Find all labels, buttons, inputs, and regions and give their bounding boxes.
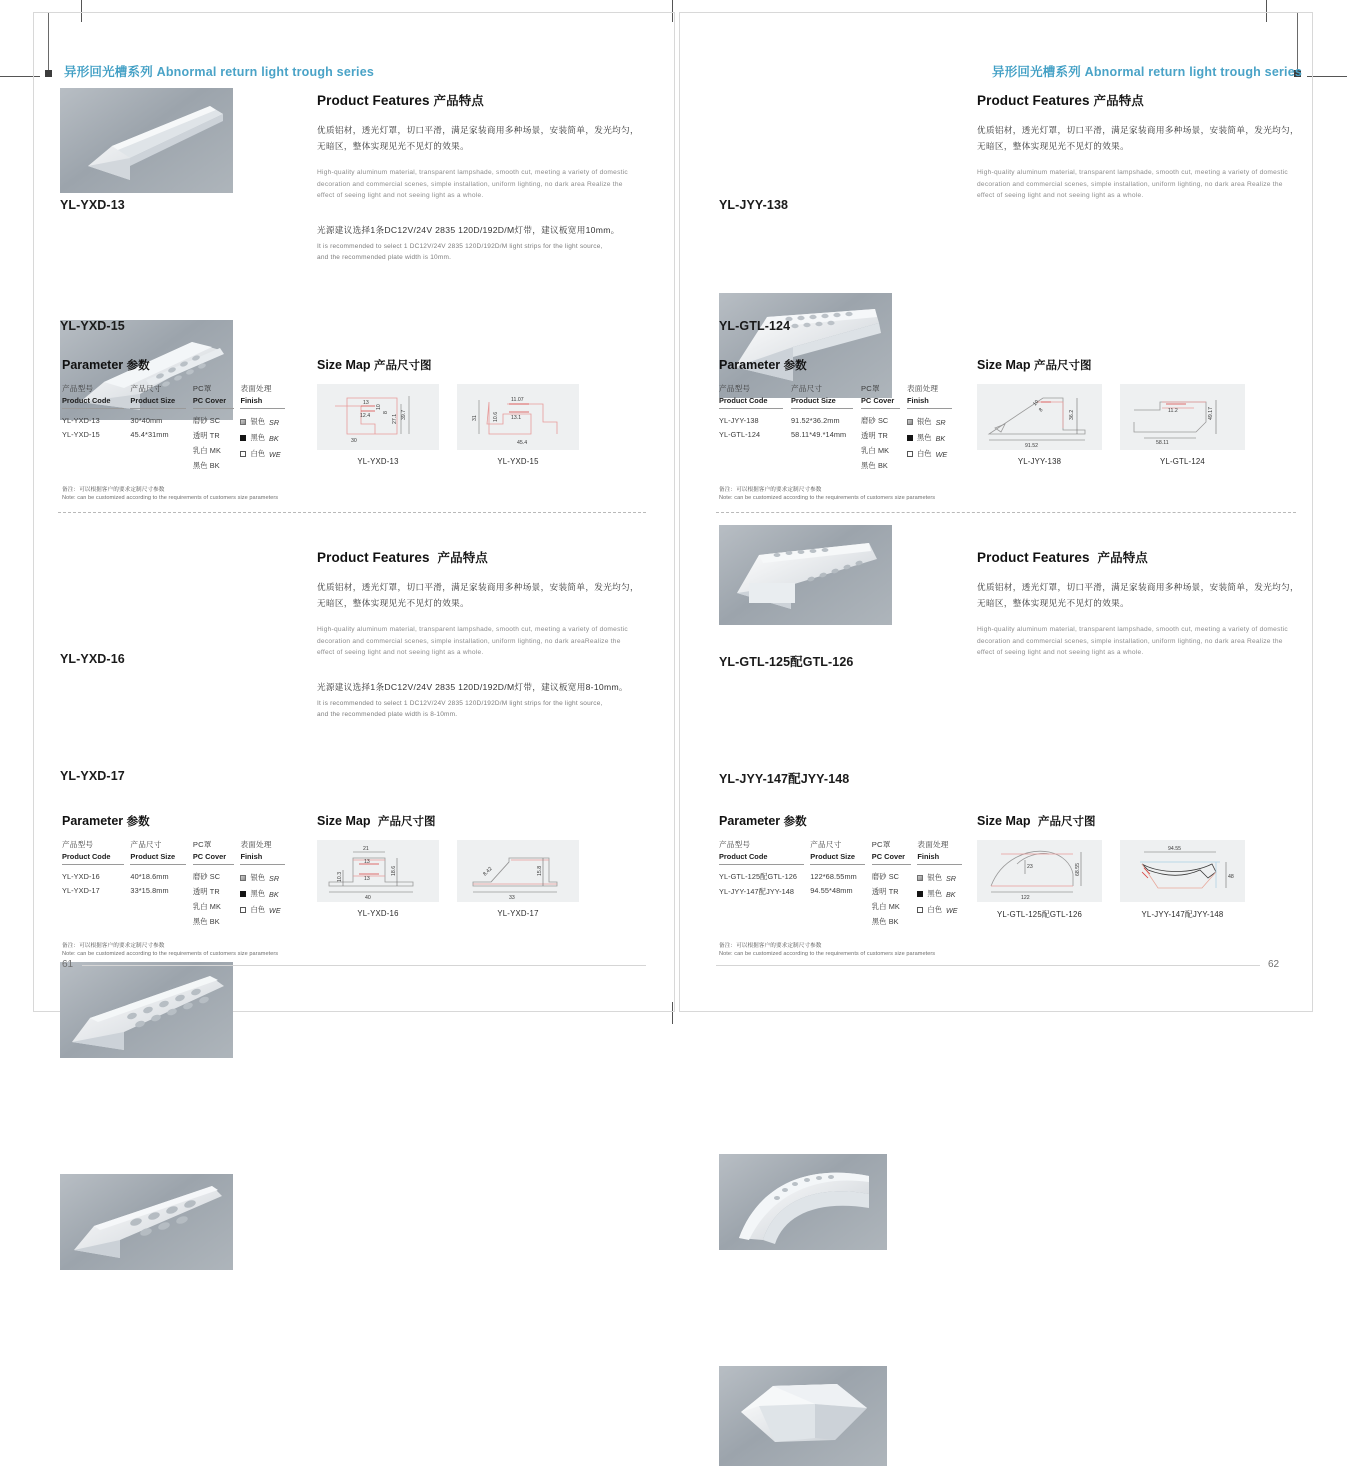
- parameter-table: [719, 839, 969, 927]
- cell-size: 58.11*49.*14mm: [791, 430, 847, 439]
- svg-text:10: 10: [376, 404, 382, 410]
- sizemap-left-bottom: [317, 813, 579, 918]
- pin-head: [45, 70, 52, 77]
- finish-option-bk: 黑色 BK: [907, 433, 959, 443]
- header-rule: [791, 408, 853, 409]
- header-rule: [861, 408, 900, 409]
- sizemap-row: [317, 384, 579, 466]
- parameter-left-top: [62, 357, 292, 501]
- sizemap-item: [977, 384, 1102, 466]
- cover-option: 黑色 BK: [192, 461, 220, 470]
- sizemap-title: Size Map 产品尺寸图: [977, 358, 1092, 372]
- photo-art: [60, 88, 233, 193]
- finish-option-bk: 黑色 BK: [240, 889, 292, 899]
- finish-option-sr: 银色 SR: [907, 417, 959, 427]
- diagram-yl-yxd-15: [457, 384, 579, 450]
- features-body-cn: 优质铝材，透光灯罩，切口平滑，满足家装商用多种场景，安装简单，发光均匀， 无暗区，整体实现见光不见灯的效果。: [317, 125, 639, 151]
- svg-text:21: 21: [363, 846, 369, 852]
- parameter-note-en: Note: can be customized according to the requirements of customers size parameters: [62, 495, 279, 501]
- footer-rule-left: [82, 965, 646, 966]
- diagram-art: [1120, 384, 1245, 450]
- svg-text:40: 40: [365, 895, 371, 901]
- diagram-art: [457, 840, 579, 902]
- finish-option-sr: 银色 SR: [917, 873, 969, 883]
- finish-option-sr: 银色 SR: [240, 417, 292, 427]
- diagram-caption: YL-GTL-125配GTL-126: [996, 910, 1083, 919]
- product-label: YL-JYY-147配JYY-148: [719, 772, 850, 786]
- swatch-white-icon: [917, 907, 923, 913]
- diagram-art: [977, 384, 1102, 450]
- col-product-size: 产品尺寸 Product Size 122*68.55mm 94.55*48mm: [810, 839, 872, 927]
- parameter-table: [62, 383, 292, 471]
- features-body-en: High-quality aluminum material, transparent lampshade, smooth cut, meeting a variety of domestic decoration and commercial scenes, simple installation, uniform lighting, no dark area Realize the effect of seeing light and not seeing light as a whole.: [317, 168, 628, 200]
- parameter-note-cn: 备注：可以根据客户的要求定制尺寸参数: [719, 487, 822, 493]
- series-header-left: [64, 62, 374, 80]
- diagram-caption: YL-GTL-124: [1160, 457, 1205, 466]
- svg-text:15.8: 15.8: [537, 865, 543, 876]
- product-label: YL-YXD-13: [60, 198, 125, 212]
- sizemap-item: [457, 840, 579, 918]
- cell-size: 122*68.55mm: [810, 872, 857, 881]
- header-rule: [719, 408, 783, 409]
- cell-code: YL-JYY-147配JYY-148: [719, 887, 795, 896]
- cell-code: YL-YXD-16: [62, 872, 100, 881]
- cell-code: YL-YXD-13: [62, 416, 100, 425]
- features-title: Product Features 产品特点: [317, 93, 484, 108]
- cell-size: 33*15.8mm: [130, 886, 169, 895]
- series-header-cn: 异形回光槽系列: [992, 65, 1081, 79]
- header-rule: [193, 864, 234, 865]
- cover-option: 乳白 MK: [871, 902, 900, 911]
- light-source-cn: 光源建议选择1条DC12V/24V 2835 120D/192D/M灯带，建议板宽用10mm。: [317, 224, 620, 235]
- product-photo-yl-yxd-17: [60, 1174, 233, 1270]
- swatch-silver-icon: [240, 419, 246, 425]
- diagram-yl-gtl-125: [977, 840, 1102, 902]
- footer-rule-right: [716, 965, 1260, 966]
- swatch-black-icon: [240, 435, 246, 441]
- header-rule: [62, 408, 124, 409]
- features-title: Product Features 产品特点: [317, 550, 488, 565]
- svg-text:10.6: 10.6: [493, 411, 499, 422]
- cell-code: YL-GTL-125配GTL-126: [719, 872, 798, 881]
- photo-art: [719, 1366, 887, 1466]
- section-divider-right: [716, 512, 1296, 513]
- header-rule: [917, 864, 962, 865]
- svg-text:39.7: 39.7: [401, 409, 407, 420]
- parameter-table: [62, 839, 292, 927]
- sizemap-row: [977, 384, 1245, 466]
- parameter-left-bottom: [62, 813, 292, 957]
- col-pc-cover: PC罩 PC Cover 磨砂 SC 透明 TR 乳白 MK 黑色 BK: [861, 383, 907, 471]
- sizemap-row: [977, 840, 1245, 920]
- product-label: YL-GTL-124: [719, 319, 791, 333]
- product-label: YL-YXD-15: [60, 319, 125, 333]
- svg-text:13.1: 13.1: [511, 415, 522, 421]
- product-photo-yl-jyy-147: [719, 1366, 887, 1466]
- cell-code: YL-GTL-124: [719, 430, 761, 439]
- header-rule: [193, 408, 234, 409]
- series-header-en: Abnormal return light trough series: [1084, 65, 1303, 79]
- diagram-yl-jyy-138: [977, 384, 1102, 450]
- photo-art: [719, 1154, 887, 1250]
- series-header-en: Abnormal return light trough series: [156, 65, 375, 79]
- col-product-code: 产品型号 Product Code YL-YXD-16 YL-YXD-17: [62, 839, 130, 927]
- svg-text:48: 48: [1228, 874, 1234, 880]
- cover-option: 乳白 MK: [192, 902, 221, 911]
- svg-text:10.3: 10.3: [337, 871, 343, 882]
- header-rule: [240, 864, 285, 865]
- parameter-note-en: Note: can be customized according to the requirements of customers size parameters: [719, 951, 936, 957]
- features-body-cn: 优质铝材，透光灯罩，切口平滑，满足家装商用多种场景，安装简单，发光均匀， 无暗区，整体实现见光不见灯的效果。: [317, 582, 639, 608]
- cell-code: YL-JYY-138: [719, 416, 759, 425]
- series-header-right: [992, 62, 1302, 80]
- cover-option: 磨砂 SC: [192, 416, 221, 425]
- svg-text:36.2: 36.2: [1069, 409, 1075, 420]
- diagram-art: [317, 384, 439, 450]
- svg-text:31: 31: [472, 415, 478, 421]
- series-header-cn: 异形回光槽系列: [64, 65, 153, 79]
- svg-text:13: 13: [364, 876, 370, 882]
- cover-option: 透明 TR: [192, 431, 220, 440]
- col-pc-cover: PC罩 PC Cover 磨砂 SC 透明 TR 乳白 MK 黑色 BK: [193, 839, 241, 927]
- svg-text:11.07: 11.07: [511, 397, 524, 403]
- svg-text:91.52: 91.52: [1025, 443, 1038, 449]
- cover-option: 黑色 BK: [861, 461, 888, 470]
- svg-text:8: 8: [383, 411, 389, 414]
- diagram-caption: YL-YXD-13: [357, 457, 399, 466]
- svg-text:13: 13: [364, 859, 370, 865]
- diagram-caption: YL-JYY-147配JYY-148: [1141, 910, 1224, 919]
- diagram-yl-yxd-17: [457, 840, 579, 902]
- svg-text:27.1: 27.1: [392, 413, 398, 424]
- parameter-title: Parameter 参数: [719, 814, 807, 828]
- swatch-silver-icon: [917, 875, 923, 881]
- parameter-title: Parameter 参数: [62, 358, 150, 372]
- crop-mark: [1307, 76, 1347, 77]
- svg-text:68.55: 68.55: [1075, 863, 1081, 876]
- features-body-en: High-quality aluminum material, transparent lampshade, smooth cut, meeting a variety of domestic decoration and commercial scenes, simple installation, uniform lighting, no dark areaRealize the effect of seeing light and not seeing light as a whole.: [317, 625, 628, 657]
- swatch-silver-icon: [907, 419, 913, 425]
- cover-option: 透明 TR: [192, 887, 220, 896]
- features-body-en: High-quality aluminum material, transparent lampshade, smooth cut, meeting a variety of domestic decoration and commercial scenes, simple installation, uniform lighting, no dark area Realize the effect of seeing light and not seeing light as a whole.: [977, 168, 1288, 200]
- svg-text:12.4: 12.4: [360, 413, 371, 419]
- parameter-table: [719, 383, 959, 471]
- cell-size: 91.52*36.2mm: [791, 416, 840, 425]
- light-source-cn: 光源建议选择1条DC12V/24V 2835 120D/192D/M灯带，建议板宽用8-10mm。: [317, 681, 628, 692]
- cover-option: 磨砂 SC: [192, 872, 221, 881]
- cover-option: 黑色 BK: [871, 917, 899, 926]
- product-label: YL-GTL-125配GTL-126: [719, 655, 854, 669]
- cell-size: 40*18.6mm: [130, 872, 169, 881]
- parameter-note-en: Note: can be customized according to the requirements of customers size parameters: [719, 495, 936, 501]
- finish-option-bk: 黑色 BK: [240, 433, 292, 443]
- light-source-en: It is recommended to select 1 DC12V/24V 2835 120D/192D/M light strips for the light source, and the recommended plate width is 8-10mm.: [317, 699, 603, 719]
- page-number-left: 61: [62, 959, 74, 970]
- parameter-note-cn: 备注：可以根据客户的要求定制尺寸参数: [62, 943, 165, 949]
- cover-option: 乳白 MK: [192, 446, 221, 455]
- features-body-en: High-quality aluminum material, transparent lampshade, smooth cut, meeting a variety of domestic decoration and commercial scenes, simple installation, uniform lighting, no dark area Realize the effect of seeing light and not seeing light as a whole.: [977, 625, 1288, 657]
- finish-option-bk: 黑色 BK: [917, 889, 969, 899]
- product-photo-yl-gtl-125: [719, 1154, 887, 1250]
- svg-text:49.17: 49.17: [1208, 407, 1214, 420]
- sizemap-item: [317, 840, 439, 918]
- cover-option: 透明 TR: [871, 887, 899, 896]
- sizemap-item: [317, 384, 439, 466]
- features-left-bottom: [317, 548, 642, 720]
- diagram-art: [457, 384, 579, 450]
- header-rule: [240, 408, 285, 409]
- swatch-silver-icon: [240, 875, 246, 881]
- col-product-code: 产品型号 Product Code YL-YXD-13 YL-YXD-15: [62, 383, 130, 471]
- svg-text:33: 33: [509, 895, 515, 901]
- product-photo-yl-yxd-13: [60, 88, 233, 193]
- parameter-title: Parameter 参数: [62, 814, 150, 828]
- cover-option: 磨砂 SC: [861, 416, 889, 425]
- sizemap-item: [457, 384, 579, 466]
- diagram-caption: YL-JYY-138: [1017, 457, 1062, 466]
- svg-text:58.11: 58.11: [1156, 440, 1169, 446]
- svg-text:45.4: 45.4: [517, 440, 528, 446]
- cell-code: YL-YXD-17: [62, 886, 100, 895]
- finish-option-sr: 银色 SR: [240, 873, 292, 883]
- parameter-note-cn: 备注：可以根据客户的要求定制尺寸参数: [62, 487, 165, 493]
- col-pc-cover: PC罩 PC Cover 磨砂 SC 透明 TR 乳白 MK 黑色 BK: [872, 839, 918, 927]
- col-product-code: 产品型号 Product Code YL-GTL-125配GTL-126 YL-JYY-147配JYY-148: [719, 839, 810, 927]
- header-rule: [130, 408, 186, 409]
- features-right-bottom: [977, 548, 1299, 659]
- cell-size: 45.4*31mm: [130, 430, 169, 439]
- photo-art: [60, 962, 233, 1058]
- svg-text:8.42: 8.42: [482, 866, 494, 878]
- section-divider-left: [58, 512, 646, 513]
- product-photo-yl-yxd-16: [60, 962, 233, 1058]
- svg-text:18.6: 18.6: [391, 865, 397, 876]
- finish-option-we: 白色 WE: [917, 905, 969, 915]
- swatch-black-icon: [907, 435, 913, 441]
- parameter-note-cn: 备注：可以根据客户的要求定制尺寸参数: [719, 943, 822, 949]
- finish-option-we: 白色 WE: [907, 449, 959, 459]
- cover-option: 黑色 BK: [192, 917, 220, 926]
- diagram-yl-gtl-124: [1120, 384, 1245, 450]
- col-finish: 表面处理 Finish 银色 SR 黑色 BK 白色 WE: [240, 839, 292, 927]
- parameter-right-top: [719, 357, 959, 501]
- cell-code: YL-YXD-15: [62, 430, 100, 439]
- header-rule: [130, 864, 186, 865]
- finish-option-we: 白色 WE: [240, 905, 292, 915]
- product-photo-yl-gtl-124: [719, 525, 892, 625]
- swatch-black-icon: [917, 891, 923, 897]
- col-finish: 表面处理 Finish 银色 SR 黑色 BK 白色 WE: [917, 839, 969, 927]
- header-rule: [810, 864, 865, 865]
- light-source-en: It is recommended to select 1 DC12V/24V 2835 120D/192D/M light strips for the light source, and the recommended plate width is 10mm.: [317, 242, 603, 262]
- parameter-title: Parameter 参数: [719, 358, 807, 372]
- features-body-cn: 优质铝材，透光灯罩，切口平滑，满足家装商用多种场景，安装简单，发光均匀， 无暗区，整体实现见光不见灯的效果。: [977, 582, 1299, 608]
- diagram-art: [1120, 840, 1245, 902]
- diagram-caption: YL-YXD-17: [497, 909, 539, 918]
- product-label: YL-YXD-17: [60, 769, 125, 783]
- header-rule: [907, 408, 952, 409]
- cell-size: 30*40mm: [130, 416, 163, 425]
- sizemap-item: [1120, 384, 1245, 466]
- photo-art: [60, 1174, 233, 1270]
- svg-text:30: 30: [351, 438, 357, 444]
- header-rule: [719, 864, 804, 865]
- features-left-top: [317, 91, 642, 263]
- diagram-art: [317, 840, 439, 902]
- page-number-right: 62: [1268, 959, 1280, 970]
- cover-option: 透明 TR: [861, 431, 888, 440]
- features-title: Product Features 产品特点: [977, 93, 1144, 108]
- product-label: YL-YXD-16: [60, 652, 125, 666]
- pin-stem: [48, 13, 49, 73]
- col-product-code: 产品型号 Product Code YL-JYY-138 YL-GTL-124: [719, 383, 791, 471]
- diagram-yl-yxd-16: [317, 840, 439, 902]
- swatch-white-icon: [240, 451, 246, 457]
- finish-option-we: 白色 WE: [240, 449, 292, 459]
- sizemap-left-top: [317, 357, 579, 466]
- product-label: YL-JYY-138: [719, 198, 789, 212]
- sizemap-title: Size Map 产品尺寸图: [977, 814, 1096, 828]
- photo-art: [719, 525, 892, 625]
- col-product-size: 产品尺寸 Product Size 40*18.6mm 33*15.8mm: [130, 839, 192, 927]
- diagram-yl-yxd-13: [317, 384, 439, 450]
- swatch-white-icon: [240, 907, 246, 913]
- swatch-white-icon: [907, 451, 913, 457]
- svg-text:122: 122: [1021, 895, 1030, 901]
- sizemap-row: [317, 840, 579, 918]
- sizemap-right-top: [977, 357, 1245, 466]
- svg-text:11.2: 11.2: [1168, 408, 1178, 414]
- diagram-caption: YL-YXD-16: [357, 909, 399, 918]
- col-product-size: 产品尺寸 Product Size 30*40mm 45.4*31mm: [130, 383, 192, 471]
- sizemap-item: [977, 840, 1102, 920]
- cover-option: 乳白 MK: [861, 446, 890, 455]
- diagram-yl-jyy-147: [1120, 840, 1245, 902]
- cover-option: 磨砂 SC: [871, 872, 900, 881]
- sizemap-item: [1120, 840, 1245, 920]
- features-body-cn: 优质铝材，透光灯罩，切口平滑，满足家装商用多种场景，安装简单，发光均匀， 无暗区，整体实现见光不见灯的效果。: [977, 125, 1299, 151]
- svg-text:94.55: 94.55: [1168, 846, 1181, 852]
- cell-size: 94.55*48mm: [810, 886, 853, 895]
- col-finish: 表面处理 Finish 银色 SR 黑色 BK 白色 WE: [240, 383, 292, 471]
- diagram-caption: YL-YXD-15: [497, 457, 539, 466]
- col-pc-cover: PC罩 PC Cover 磨砂 SC 透明 TR 乳白 MK 黑色 BK: [193, 383, 241, 471]
- header-rule: [872, 864, 911, 865]
- diagram-art: [977, 840, 1102, 902]
- col-finish: 表面处理 Finish 银色 SR 黑色 BK 白色 WE: [907, 383, 959, 471]
- features-right-top: [977, 91, 1299, 202]
- parameter-right-bottom: [719, 813, 969, 957]
- swatch-black-icon: [240, 891, 246, 897]
- svg-text:23: 23: [1027, 864, 1033, 870]
- svg-text:13: 13: [363, 400, 369, 406]
- sizemap-right-bottom: [977, 813, 1245, 920]
- parameter-note-en: Note: can be customized according to the requirements of customers size parameters: [62, 951, 279, 957]
- sizemap-title: Size Map 产品尺寸图: [317, 814, 436, 828]
- header-rule: [62, 864, 124, 865]
- sizemap-title: Size Map 产品尺寸图: [317, 358, 432, 372]
- svg-text:10: 10: [1032, 399, 1041, 408]
- svg-text:8: 8: [1038, 407, 1045, 414]
- features-title: Product Features 产品特点: [977, 550, 1148, 565]
- col-product-size: 产品尺寸 Product Size 91.52*36.2mm 58.11*49.*14mm: [791, 383, 861, 471]
